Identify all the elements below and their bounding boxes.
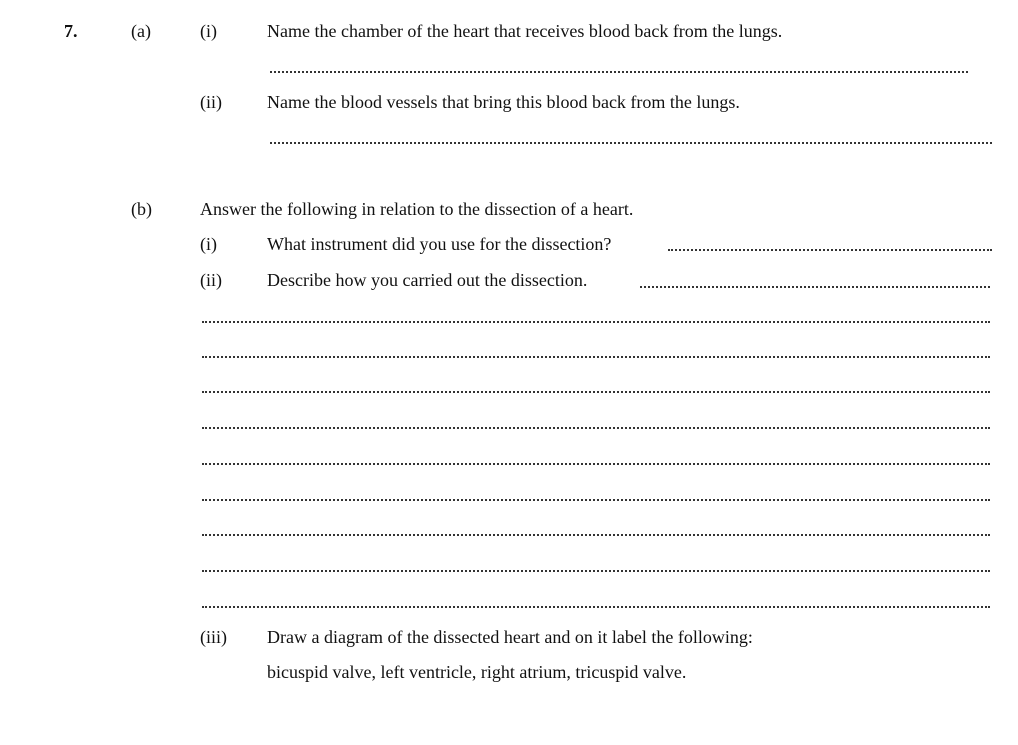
answer-line-b-i[interactable]: [668, 249, 992, 251]
part-a-ii-label: (ii): [200, 92, 222, 112]
part-b-ii-question: Describe how you carried out the dissection.: [267, 270, 588, 290]
part-b-iii-question: Draw a diagram of the dissected heart and on it label the following:: [267, 627, 753, 647]
question-number: 7.: [64, 21, 78, 41]
answer-line-b-ii[interactable]: [202, 356, 990, 358]
part-b-intro: Answer the following in relation to the dissection of a heart.: [200, 199, 634, 219]
answer-line-b-ii[interactable]: [202, 321, 990, 323]
answer-line-b-ii[interactable]: [202, 391, 990, 393]
part-b-i-label: (i): [200, 234, 217, 254]
part-a-i-question: Name the chamber of the heart that receives blood back from the lungs.: [267, 21, 783, 41]
answer-line-a-ii[interactable]: [270, 142, 992, 144]
answer-line-b-ii[interactable]: [640, 286, 990, 288]
part-b-label: (b): [131, 199, 152, 219]
part-b-iii-label: (iii): [200, 627, 227, 647]
answer-line-b-ii[interactable]: [202, 427, 990, 429]
part-b-i-question: What instrument did you use for the dissection?: [267, 234, 612, 254]
answer-line-b-ii[interactable]: [202, 570, 990, 572]
answer-line-b-ii[interactable]: [202, 606, 990, 608]
answer-line-a-i[interactable]: [270, 71, 968, 73]
part-a-i-label: (i): [200, 21, 217, 41]
answer-line-b-ii[interactable]: [202, 499, 990, 501]
part-a-ii-question: Name the blood vessels that bring this blood back from the lungs.: [267, 92, 740, 112]
part-b-iii-labels-list: bicuspid valve, left ventricle, right atrium, tricuspid valve.: [267, 662, 687, 682]
part-b-ii-label: (ii): [200, 270, 222, 290]
answer-line-b-ii[interactable]: [202, 463, 990, 465]
part-a-label: (a): [131, 21, 151, 41]
answer-line-b-ii[interactable]: [202, 534, 990, 536]
